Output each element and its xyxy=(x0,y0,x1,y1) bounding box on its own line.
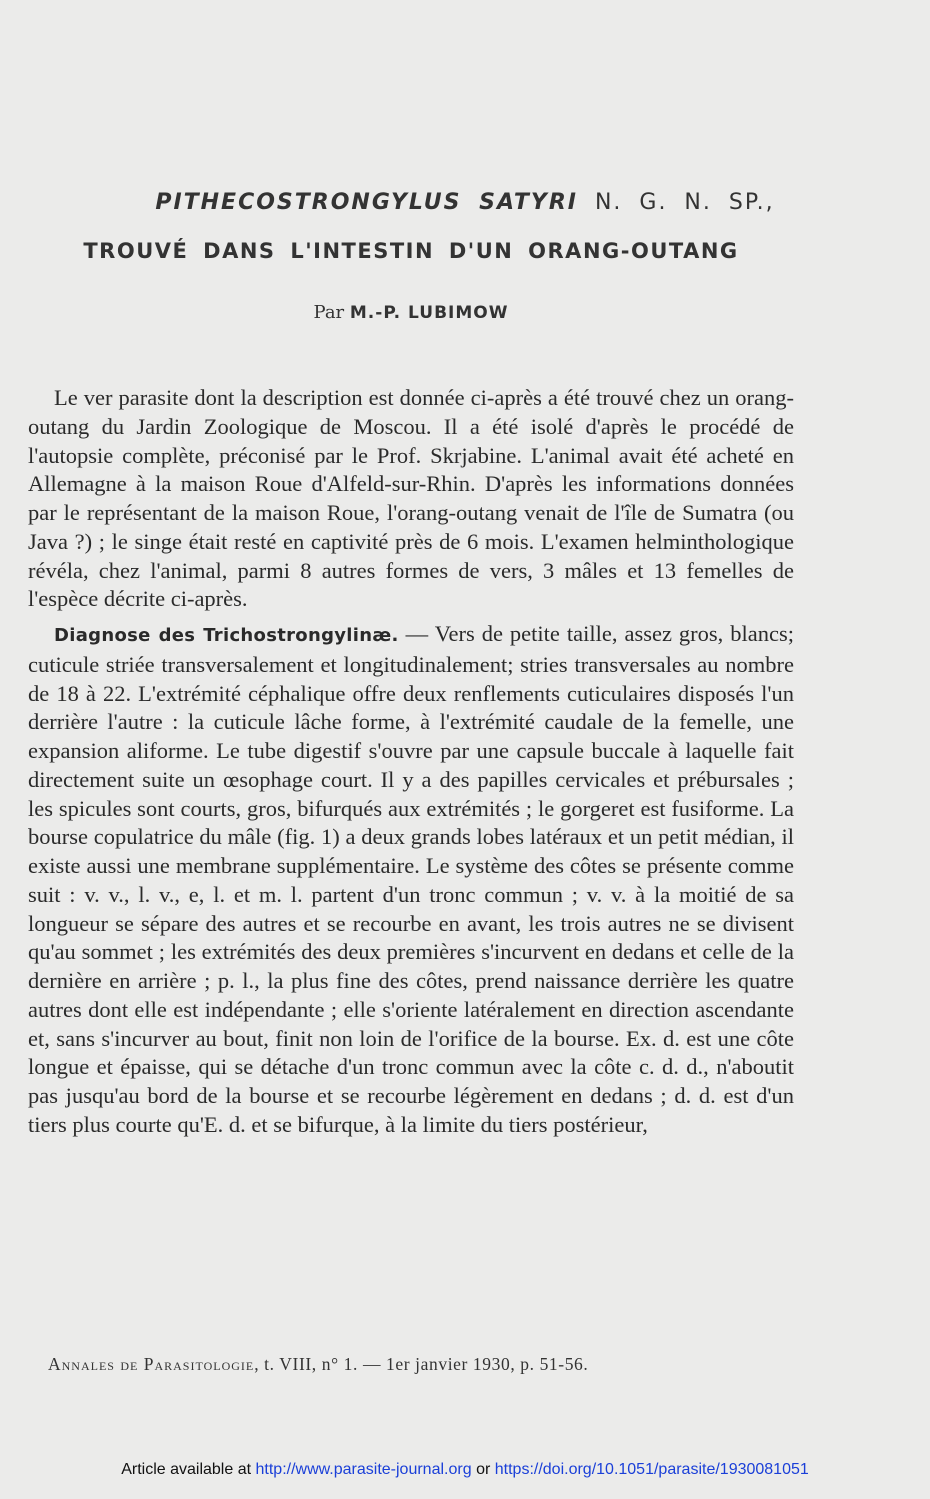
author-line xyxy=(0,302,822,323)
paragraph-introduction: Le ver parasite dont la description est donnée ci-après a été trouvé chez un orang-outang du Jardin Zoologique de Moscou. Il a été isolé d'après le procédé de l'autopsie complète, préconisé par le Prof. Skrjabine. L'animal avait été acheté en Allemagne à la maison Roue d'Alfeld-sur-Rhin. D'après les informations données par le représentant de la maison Roue, l'orang-outang venait de l'île de Sumatra (ou Java ?) ; le singe était resté en captivité près de 6 mois. L'examen helminthologique révéla, chez l'animal, parmi 8 autres formes de vers, 3 mâles et 13 femelles de l'espèce décrite ci-après. xyxy=(28,385,794,612)
diagnosis-heading: Diagnose des Trichostrongylinæ. xyxy=(54,625,399,646)
species-name: PITHECOSTRONGYLUS SATYRI xyxy=(155,190,578,215)
author-prefix: Par xyxy=(313,302,345,323)
author-name: M.-P. LUBIMOW xyxy=(349,303,509,323)
article-title-line2: TROUVÉ DANS L'INTESTIN D'UN ORANG-OUTANG xyxy=(83,239,739,263)
article-body xyxy=(28,384,794,1140)
footer-prefix: Article available at xyxy=(121,1461,252,1478)
journal-website-link[interactable]: http://www.parasite-journal.org xyxy=(255,1461,472,1478)
citation-details: , t. VIII, n° 1. — 1er janvier 1930, p. 51-56. xyxy=(254,1354,589,1374)
doi-link[interactable]: https://doi.org/10.1051/parasite/1930081051 xyxy=(494,1461,809,1478)
journal-name: Annales de Parasitologie xyxy=(48,1354,255,1374)
journal-citation xyxy=(48,1354,588,1375)
article-title-line1 xyxy=(0,190,930,215)
availability-footer xyxy=(0,1461,930,1479)
title-suffix: N. G. N. SP., xyxy=(594,190,775,215)
footer-middle: or xyxy=(476,1461,491,1478)
diagnosis-text: — Vers de petite taille, assez gros, blancs; cuticule striée transversalement et longitudinalement; stries transversales au nombre de 18 à 22. L'extrémité céphalique offre deux renflements cuticulaires disposés l'un derrière l'autre : la cuticule lâche forme, à l'extrémité caudale de la femelle, une expansion aliforme. Le tube digestif s'ouvre par une capsule buccale à laquelle fait directement suite un œsophage court. Il y a des papilles cervicales et prébursales ; les spicules sont courts, gros, bifurqués aux extrémités ; le gorgeret est fusiforme. La bourse copulatrice du mâle (fig. 1) a deux grands lobes latéraux et un petit médian, il existe aussi une membrane supplémentaire. Le système des côtes se présente comme suit : v. v., l. v., e, l. et m. l. partent d'un tronc commun ; v. v. à la moitié de sa longueur se sépare des autres et se recourbe en avant, les trois autres ne se divisent qu'au sommet ; les extrémités des deux premières s'incurvent en dedans et celle de la dernière en arrière ; p. l., la plus fine des côtes, prend naissance derrière les quatre autres dont elle est indépendante ; elle s'oriente latéralement en direction ascendante et, sans s'incurver au bout, finit non loin de l'orifice de la bourse. Ex. d. est une côte longue et épaisse, qui se détache d'un tronc commun avec la côte c. d. d., n'aboutit pas jusqu'au bord de la bourse et se recourbe légèrement en dedans ; d. d. est d'un tiers plus courte qu'E. d. et se bifurque, à la limite du tiers postérieur, xyxy=(28,621,794,1137)
paragraph-diagnosis xyxy=(28,620,794,1140)
